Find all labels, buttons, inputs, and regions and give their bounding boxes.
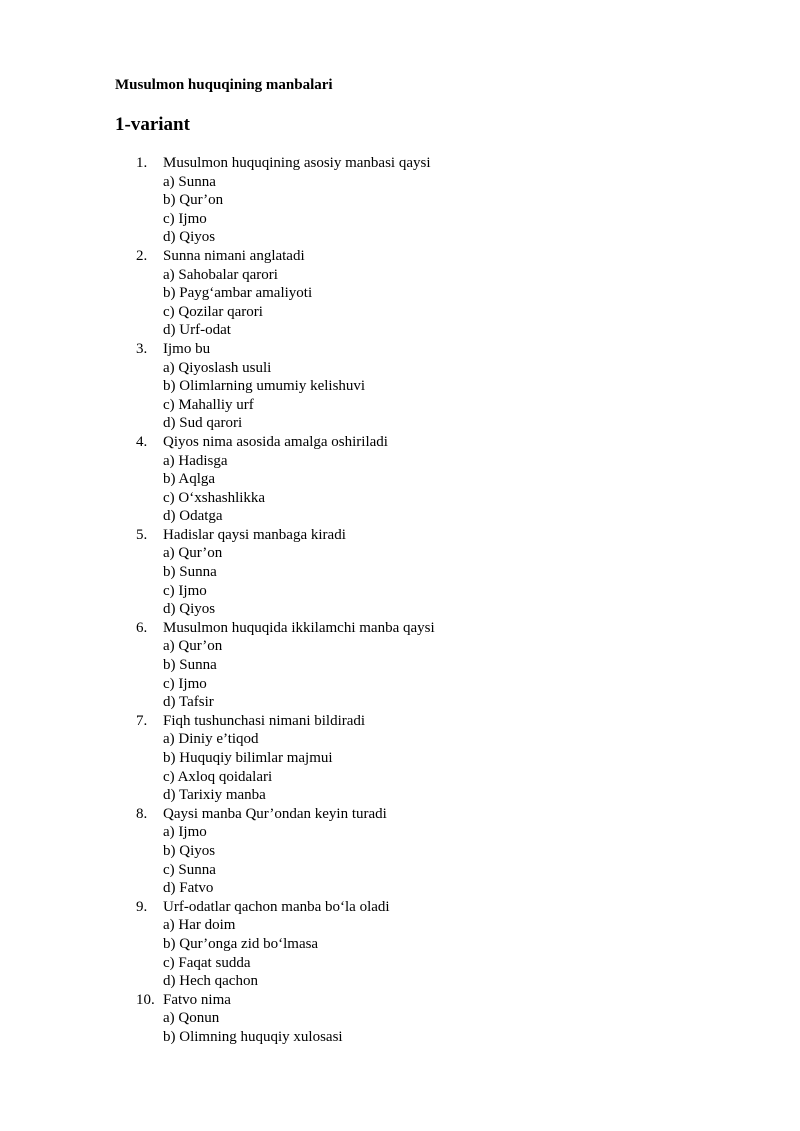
answer-option: d) Fatvo <box>163 880 214 897</box>
answer-option: d) Qiyos <box>163 601 216 618</box>
question-text: Musulmon huquqida ikkilamchi manba qaysi <box>163 619 435 636</box>
question-text: Sunna nimani anglatadi <box>163 247 305 264</box>
answer-option: b) Payg‘ambar amaliyoti <box>163 285 313 302</box>
question-text: Fatvo nima <box>163 991 231 1008</box>
answer-option: d) Qiyos <box>163 229 216 246</box>
answer-option: c) Qozilar qarori <box>163 303 263 320</box>
answer-option: b) Sunna <box>163 657 217 674</box>
answer-option: a) Sunna <box>163 173 216 190</box>
answer-option: b) Qur’on <box>163 192 224 209</box>
option-list <box>163 452 756 526</box>
answer-option: a) Diniy e’tiqod <box>163 731 259 748</box>
answer-option: d) Sud qarori <box>163 415 243 432</box>
answer-option: d) Tafsir <box>163 694 214 711</box>
answer-option: b) Qur’onga zid bo‘lmasa <box>163 935 319 952</box>
answer-option: d) Hech qachon <box>163 973 258 990</box>
answer-option: c) Sunna <box>163 861 216 878</box>
question-number: 2. <box>136 247 148 264</box>
option-list <box>163 916 756 990</box>
question-item <box>136 526 756 619</box>
question-text: Qiyos nima asosida amalga oshiriladi <box>163 433 388 450</box>
question-number: 1. <box>136 155 148 171</box>
answer-option: b) Aqlga <box>163 471 216 488</box>
question-item <box>136 991 756 1047</box>
answer-option: c) Faqat sudda <box>163 954 251 971</box>
question-number: 10. <box>136 991 155 1008</box>
answer-option: c) Ijmo <box>163 675 207 692</box>
question-item <box>136 805 756 898</box>
question-item <box>136 898 756 991</box>
question-item <box>136 154 756 247</box>
option-list <box>163 730 756 804</box>
question-item <box>136 712 756 805</box>
question-item <box>136 247 756 340</box>
answer-option: b) Huquqiy bilimlar majmui <box>163 750 333 766</box>
question-number: 7. <box>136 712 148 729</box>
question-text: Ijmo bu <box>163 340 211 357</box>
question-item <box>136 619 756 712</box>
question-number: 4. <box>136 433 148 450</box>
answer-option: b) Qiyos <box>163 842 216 859</box>
option-list <box>163 266 756 340</box>
answer-option: c) Ijmo <box>163 210 207 227</box>
question-text: Fiqh tushunchasi nimani bildiradi <box>163 712 366 729</box>
question-number: 9. <box>136 898 148 915</box>
answer-option: a) Qur’on <box>163 638 223 655</box>
option-list <box>163 359 756 433</box>
option-list <box>163 173 756 247</box>
answer-option: c) Mahalliy urf <box>163 396 254 413</box>
answer-option: d) Odatga <box>163 508 223 525</box>
question-text: Musulmon huquqining asosiy manbasi qaysi <box>163 155 431 171</box>
question-text: Qaysi manba Qur’ondan keyin turadi <box>163 805 387 822</box>
answer-option: c) Axloq qoidalari <box>163 768 273 785</box>
answer-option: c) Ijmo <box>163 582 207 599</box>
question-item <box>136 433 756 526</box>
question-list <box>136 154 756 1047</box>
option-list <box>163 1009 756 1046</box>
question-number: 6. <box>136 619 148 636</box>
answer-option: a) Qiyoslash usuli <box>163 359 272 376</box>
option-list <box>163 637 756 711</box>
answer-option: d) Urf-odat <box>163 322 231 339</box>
answer-option: c) O‘xshashlikka <box>163 489 266 506</box>
document-title: Musulmon huquqining manbalari <box>115 77 333 93</box>
answer-option: b) Olimning huquqiy xulosasi <box>163 1028 343 1045</box>
answer-option: a) Ijmo <box>163 824 207 841</box>
answer-option: b) Olimlarning umumiy kelishuvi <box>163 378 366 395</box>
variant-heading: 1-variant <box>115 114 190 135</box>
question-number: 8. <box>136 805 148 822</box>
option-list <box>163 544 756 618</box>
answer-option: a) Sahobalar qarori <box>163 266 278 283</box>
question-number: 3. <box>136 340 148 357</box>
answer-option: a) Qonun <box>163 1010 220 1027</box>
question-item <box>136 340 756 433</box>
question-number: 5. <box>136 526 148 543</box>
question-text: Hadislar qaysi manbaga kiradi <box>163 526 346 543</box>
answer-option: b) Sunna <box>163 564 217 581</box>
answer-option: a) Qur’on <box>163 545 223 562</box>
answer-option: d) Tarixiy manba <box>163 787 266 804</box>
option-list <box>163 823 756 897</box>
question-text: Urf-odatlar qachon manba bo‘la oladi <box>163 898 390 915</box>
answer-option: a) Har doim <box>163 917 236 934</box>
answer-option: a) Hadisga <box>163 452 228 469</box>
